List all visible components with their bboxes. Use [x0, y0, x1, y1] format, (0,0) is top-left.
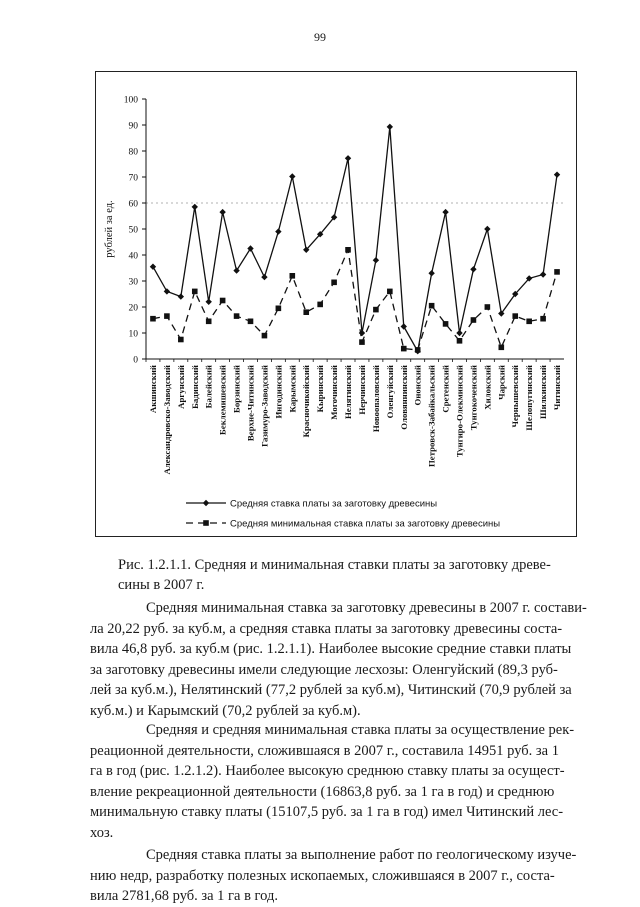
- data-point: [219, 209, 225, 215]
- legend-marker-square: [203, 520, 209, 526]
- y-tick-label: 0: [133, 355, 138, 366]
- x-tick-label: Ононский: [412, 365, 423, 406]
- text-line: Средняя минимальная ставка за заготовку древесины в 2007 г. состави-: [146, 600, 587, 616]
- data-point: [345, 247, 351, 253]
- x-tick-label: Борзинский: [231, 365, 242, 413]
- x-tick-label: Тунгокоченский: [468, 365, 479, 431]
- y-tick-label: 90: [128, 121, 138, 132]
- data-point: [499, 345, 505, 351]
- x-tick-label: Верхне-Читинский: [245, 365, 256, 442]
- data-point: [554, 171, 560, 177]
- data-point: [206, 299, 212, 305]
- text-line: ла 20,22 руб. за куб.м, а средняя ставка платы за заготовку древесины соста-: [90, 620, 563, 637]
- x-tick-label: Могочинский: [329, 365, 340, 420]
- paragraph-2: [90, 720, 606, 843]
- text-line: га в год (рис. 1.2.1.2). Наиболее высокую среднюю ставку платы за осущест-: [90, 763, 565, 779]
- y-tick-label: 30: [128, 277, 138, 288]
- x-tick-label: Аргунский: [175, 365, 186, 409]
- y-tick-label: 80: [128, 147, 138, 158]
- line-chart: [96, 72, 576, 536]
- data-point: [429, 303, 435, 309]
- data-point: [331, 280, 337, 286]
- text-line: куб.м.) и Карымский (70,2 рублей за куб.м).: [90, 702, 361, 719]
- x-tick-label: Шилкинский: [538, 365, 549, 419]
- text-line: минимальную ставку платы (15107,5 руб. за 1 га в год) имел Читинский лес-: [90, 804, 564, 820]
- text-line: вила 2781,68 руб. за 1 га в год.: [90, 888, 278, 904]
- data-point: [206, 319, 212, 325]
- x-tick-label: Газимуро-Заводский: [259, 365, 270, 447]
- data-point: [192, 204, 198, 210]
- data-point: [485, 304, 491, 310]
- data-point: [471, 317, 477, 323]
- x-tick-label: Нерчинский: [356, 365, 367, 415]
- data-point: [164, 288, 170, 294]
- text-line: хоз.: [90, 824, 114, 841]
- legend-marker-diamond: [203, 500, 209, 506]
- data-point: [317, 302, 323, 308]
- data-point: [428, 270, 434, 276]
- data-point: [164, 313, 170, 319]
- data-point: [540, 316, 546, 322]
- page-number: 99: [314, 30, 326, 44]
- data-point: [261, 274, 267, 280]
- text-line: лей за куб.м.), Нелятинский (77,2 рублей за куб.м), Читинский (70,9 рублей за: [90, 682, 572, 698]
- data-point: [275, 228, 281, 234]
- data-point: [512, 313, 518, 319]
- x-tick-label: Нелятинский: [343, 365, 354, 420]
- figure-caption: [118, 555, 606, 595]
- data-point: [443, 321, 449, 327]
- data-point: [470, 266, 476, 272]
- series-line: [153, 127, 557, 351]
- data-point: [526, 319, 532, 325]
- caption-line: Рис. 1.2.1.1. Средняя и минимальная ставки платы за заготовку древе-: [118, 557, 551, 573]
- figure-frame: [95, 71, 577, 537]
- x-tick-label: Шелопугинский: [524, 365, 535, 431]
- x-tick-label: Чарский: [496, 365, 507, 400]
- data-point: [192, 289, 198, 295]
- data-point: [359, 339, 365, 345]
- text-line: Средняя и средняя минимальная ставка платы за осуществление рек-: [146, 722, 575, 738]
- paragraph-3: [90, 845, 606, 907]
- data-point: [248, 319, 254, 325]
- data-point: [457, 338, 463, 344]
- x-tick-label: Бадинский: [189, 365, 200, 409]
- data-point: [401, 323, 407, 329]
- text-line: Средняя ставка платы за выполнение работ по геологическому изуче-: [146, 847, 577, 863]
- x-tick-label: Беклемишевский: [217, 365, 228, 435]
- data-point: [220, 298, 226, 304]
- x-tick-label: Красночикойский: [301, 365, 312, 438]
- x-tick-label: Кыринский: [315, 365, 326, 413]
- x-tick-label: Читинский: [552, 365, 563, 411]
- y-tick-label: 70: [128, 173, 138, 184]
- text-line: вление рекреационной деятельности (16863,8 руб. за 1 га в год) и среднюю: [90, 783, 555, 800]
- data-point: [262, 333, 268, 339]
- y-tick-label: 20: [128, 303, 138, 314]
- data-point: [456, 330, 462, 336]
- y-tick-label: 40: [128, 251, 138, 262]
- x-tick-label: Чернышевский: [510, 365, 521, 428]
- x-tick-label: Петровск-Забайкальский: [426, 365, 437, 468]
- data-point: [247, 245, 253, 251]
- y-tick-label: 10: [128, 329, 138, 340]
- x-tick-label: Акшинский: [147, 365, 158, 414]
- x-tick-label: Сретенский: [440, 365, 451, 413]
- data-point: [373, 307, 379, 313]
- data-point: [387, 124, 393, 130]
- x-tick-label: Балейский: [203, 365, 214, 409]
- data-point: [150, 264, 156, 270]
- caption-line: сины в 2007 г.: [118, 577, 205, 593]
- data-point: [289, 173, 295, 179]
- x-tick-label: Новоопаловский: [370, 365, 381, 433]
- data-point: [387, 289, 393, 295]
- data-point: [233, 267, 239, 273]
- data-point: [178, 337, 184, 343]
- data-point: [303, 309, 309, 315]
- data-point: [401, 346, 407, 352]
- x-tick-label: Оленгуйский: [384, 365, 395, 419]
- data-point: [178, 293, 184, 299]
- data-point: [484, 226, 490, 232]
- data-point: [540, 271, 546, 277]
- x-tick-label: Тунгиро-Олекминский: [454, 365, 465, 458]
- y-tick-label: 50: [128, 225, 138, 236]
- data-point: [554, 269, 560, 275]
- y-tick-label: 100: [123, 95, 138, 106]
- legend-label: Средняя ставка платы за заготовку древесины: [230, 498, 438, 510]
- x-tick-label: Александровско-Заводский: [161, 365, 172, 475]
- data-point: [290, 273, 296, 279]
- x-tick-label: Оловяннинский: [398, 365, 409, 430]
- data-point: [234, 313, 240, 319]
- data-point: [150, 316, 156, 322]
- series-line: [153, 250, 557, 350]
- x-tick-label: Карымский: [287, 365, 298, 413]
- text-line: вила 46,8 руб. за куб.м (рис. 1.2.1.1). Наиболее высокие средние ставки платы: [90, 641, 572, 657]
- legend-label: Средняя минимальная ставка платы за заготовку древесины: [230, 518, 501, 530]
- data-point: [373, 257, 379, 263]
- text-line: реационной деятельности, сложившаяся в 2007 г., составила 14951 руб. за 1: [90, 742, 559, 759]
- text-line: нию недр, разработку полезных ископаемых, сложившаяся в 2007 г., соста-: [90, 867, 555, 884]
- data-point: [442, 209, 448, 215]
- y-axis-label: рублей за ед.: [104, 200, 115, 258]
- x-tick-label: Хилокский: [482, 365, 493, 410]
- data-point: [345, 155, 351, 161]
- data-point: [276, 306, 282, 312]
- data-point: [415, 347, 421, 353]
- text-line: за заготовку древесины имели следующие лесхозы: Оленгуйский (89,3 руб-: [90, 661, 558, 678]
- y-tick-label: 60: [128, 199, 138, 210]
- paragraph-1: [90, 598, 606, 721]
- x-tick-label: Ингодинский: [273, 365, 284, 419]
